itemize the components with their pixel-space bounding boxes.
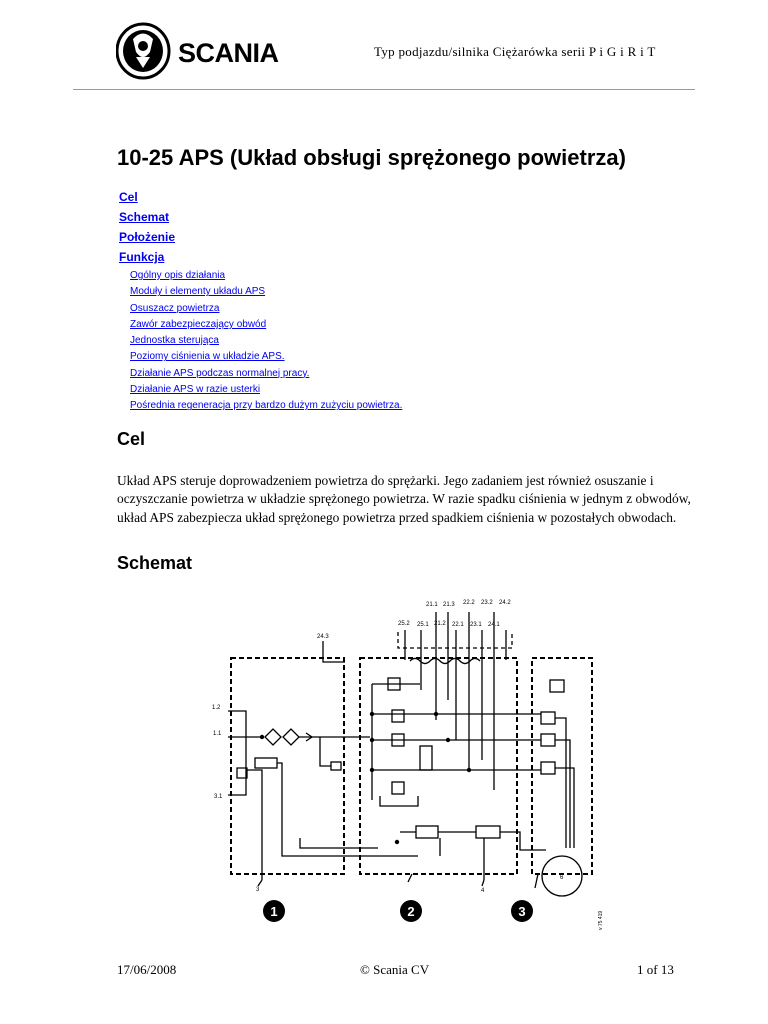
port-label-24-1: 24.1 — [488, 622, 500, 628]
toc-sublink-regeneracja[interactable]: Pośrednia regeneracja przy bardzo dużym zużyciu powietrza. — [130, 400, 403, 412]
toc-sublink-opis[interactable]: Ogólny opis działania — [130, 270, 226, 281]
port-label-1-1: 1.1 — [213, 731, 222, 737]
port-label-3-1: 3.1 — [214, 794, 223, 800]
footer-page-number: 1 of 13 — [637, 962, 674, 977]
table-of-contents — [119, 189, 402, 416]
page-title: 10-25 APS (Układ obsługi sprężonego powietrza) — [117, 145, 626, 170]
toc-sublink-moduly[interactable]: Moduły i elementy układu APS — [130, 286, 266, 298]
port-label-25-1: 25.1 — [417, 622, 429, 628]
port-label-22-2: 22.2 — [463, 600, 475, 606]
port-label-24-2: 24.2 — [499, 600, 511, 606]
vehicle-type-header: Typ podjazdu/silnika Ciężarówka serii P i G i R i T — [374, 44, 656, 59]
toc-sublink-poziomy[interactable]: Poziomy ciśnienia w układzie APS. — [130, 351, 285, 363]
port-label-25-2: 25.2 — [398, 621, 410, 627]
sensor-label-6: 6 — [560, 875, 564, 881]
figure-id: v 75 419 — [598, 910, 604, 930]
port-label-1-2: 1.2 — [212, 705, 221, 711]
toc-link-cel[interactable]: Cel — [119, 190, 138, 204]
aps-schematic-diagram — [200, 598, 620, 938]
toc-link-funkcja[interactable]: Funkcja — [119, 250, 165, 264]
toc-link-polozenie[interactable]: Położenie — [119, 230, 176, 244]
callout-2-label: 2 — [407, 904, 415, 919]
cel-paragraph: Układ APS steruje doprowadzeniem powietrza do sprężarki. Jego zadaniem jest również osuszanie i oczyszczanie powietrza w układzie sprężonego powietrza. W razie spadku ciśnienia w jednym z obwodów, układ APS zabezpiecza układ sprężonego powietrza przed spadkiem ciśnienia w pozostałych obwodach. — [117, 473, 691, 525]
toc-link-schemat[interactable]: Schemat — [119, 210, 170, 224]
port-label-23-1: 23.1 — [470, 622, 482, 628]
port-label-24-3: 24.3 — [317, 634, 329, 640]
toc-sublink-normalna[interactable]: Działanie APS podczas normalnej pracy. — [130, 367, 310, 379]
callout-module-2 — [400, 900, 422, 922]
port-label-3: 3 — [256, 887, 260, 893]
port-label-23-2: 23.2 — [481, 600, 493, 606]
section-heading-schemat: Schemat — [117, 553, 193, 573]
toc-sublink-jednostka[interactable]: Jednostka sterująca — [130, 335, 219, 347]
callout-1-label: 1 — [270, 904, 278, 919]
section-heading-cel: Cel — [117, 429, 146, 449]
brand-wordmark: SCANIA — [178, 38, 279, 68]
port-label-4: 4 — [481, 888, 485, 894]
footer-copyright: © Scania CV — [360, 962, 430, 977]
port-label-21-1: 21.1 — [426, 602, 438, 608]
callout-module-1 — [263, 900, 285, 922]
toc-sublink-usterka[interactable]: Działanie APS w razie usterki — [130, 384, 261, 396]
port-label-22-1: 22.1 — [452, 622, 464, 628]
callout-3-label: 3 — [518, 904, 526, 919]
port-label-21-2: 21.2 — [434, 621, 446, 627]
scania-logo — [116, 22, 332, 80]
toc-sublink-osuszacz[interactable]: Osuszacz powietrza — [130, 302, 220, 314]
toc-sublink-zawor[interactable]: Zawór zabezpieczający obwód — [130, 318, 267, 330]
footer-date: 17/06/2008 — [117, 962, 177, 977]
callout-module-3 — [511, 900, 533, 922]
port-label-21-3: 21.3 — [443, 602, 455, 608]
header-divider — [73, 89, 695, 90]
